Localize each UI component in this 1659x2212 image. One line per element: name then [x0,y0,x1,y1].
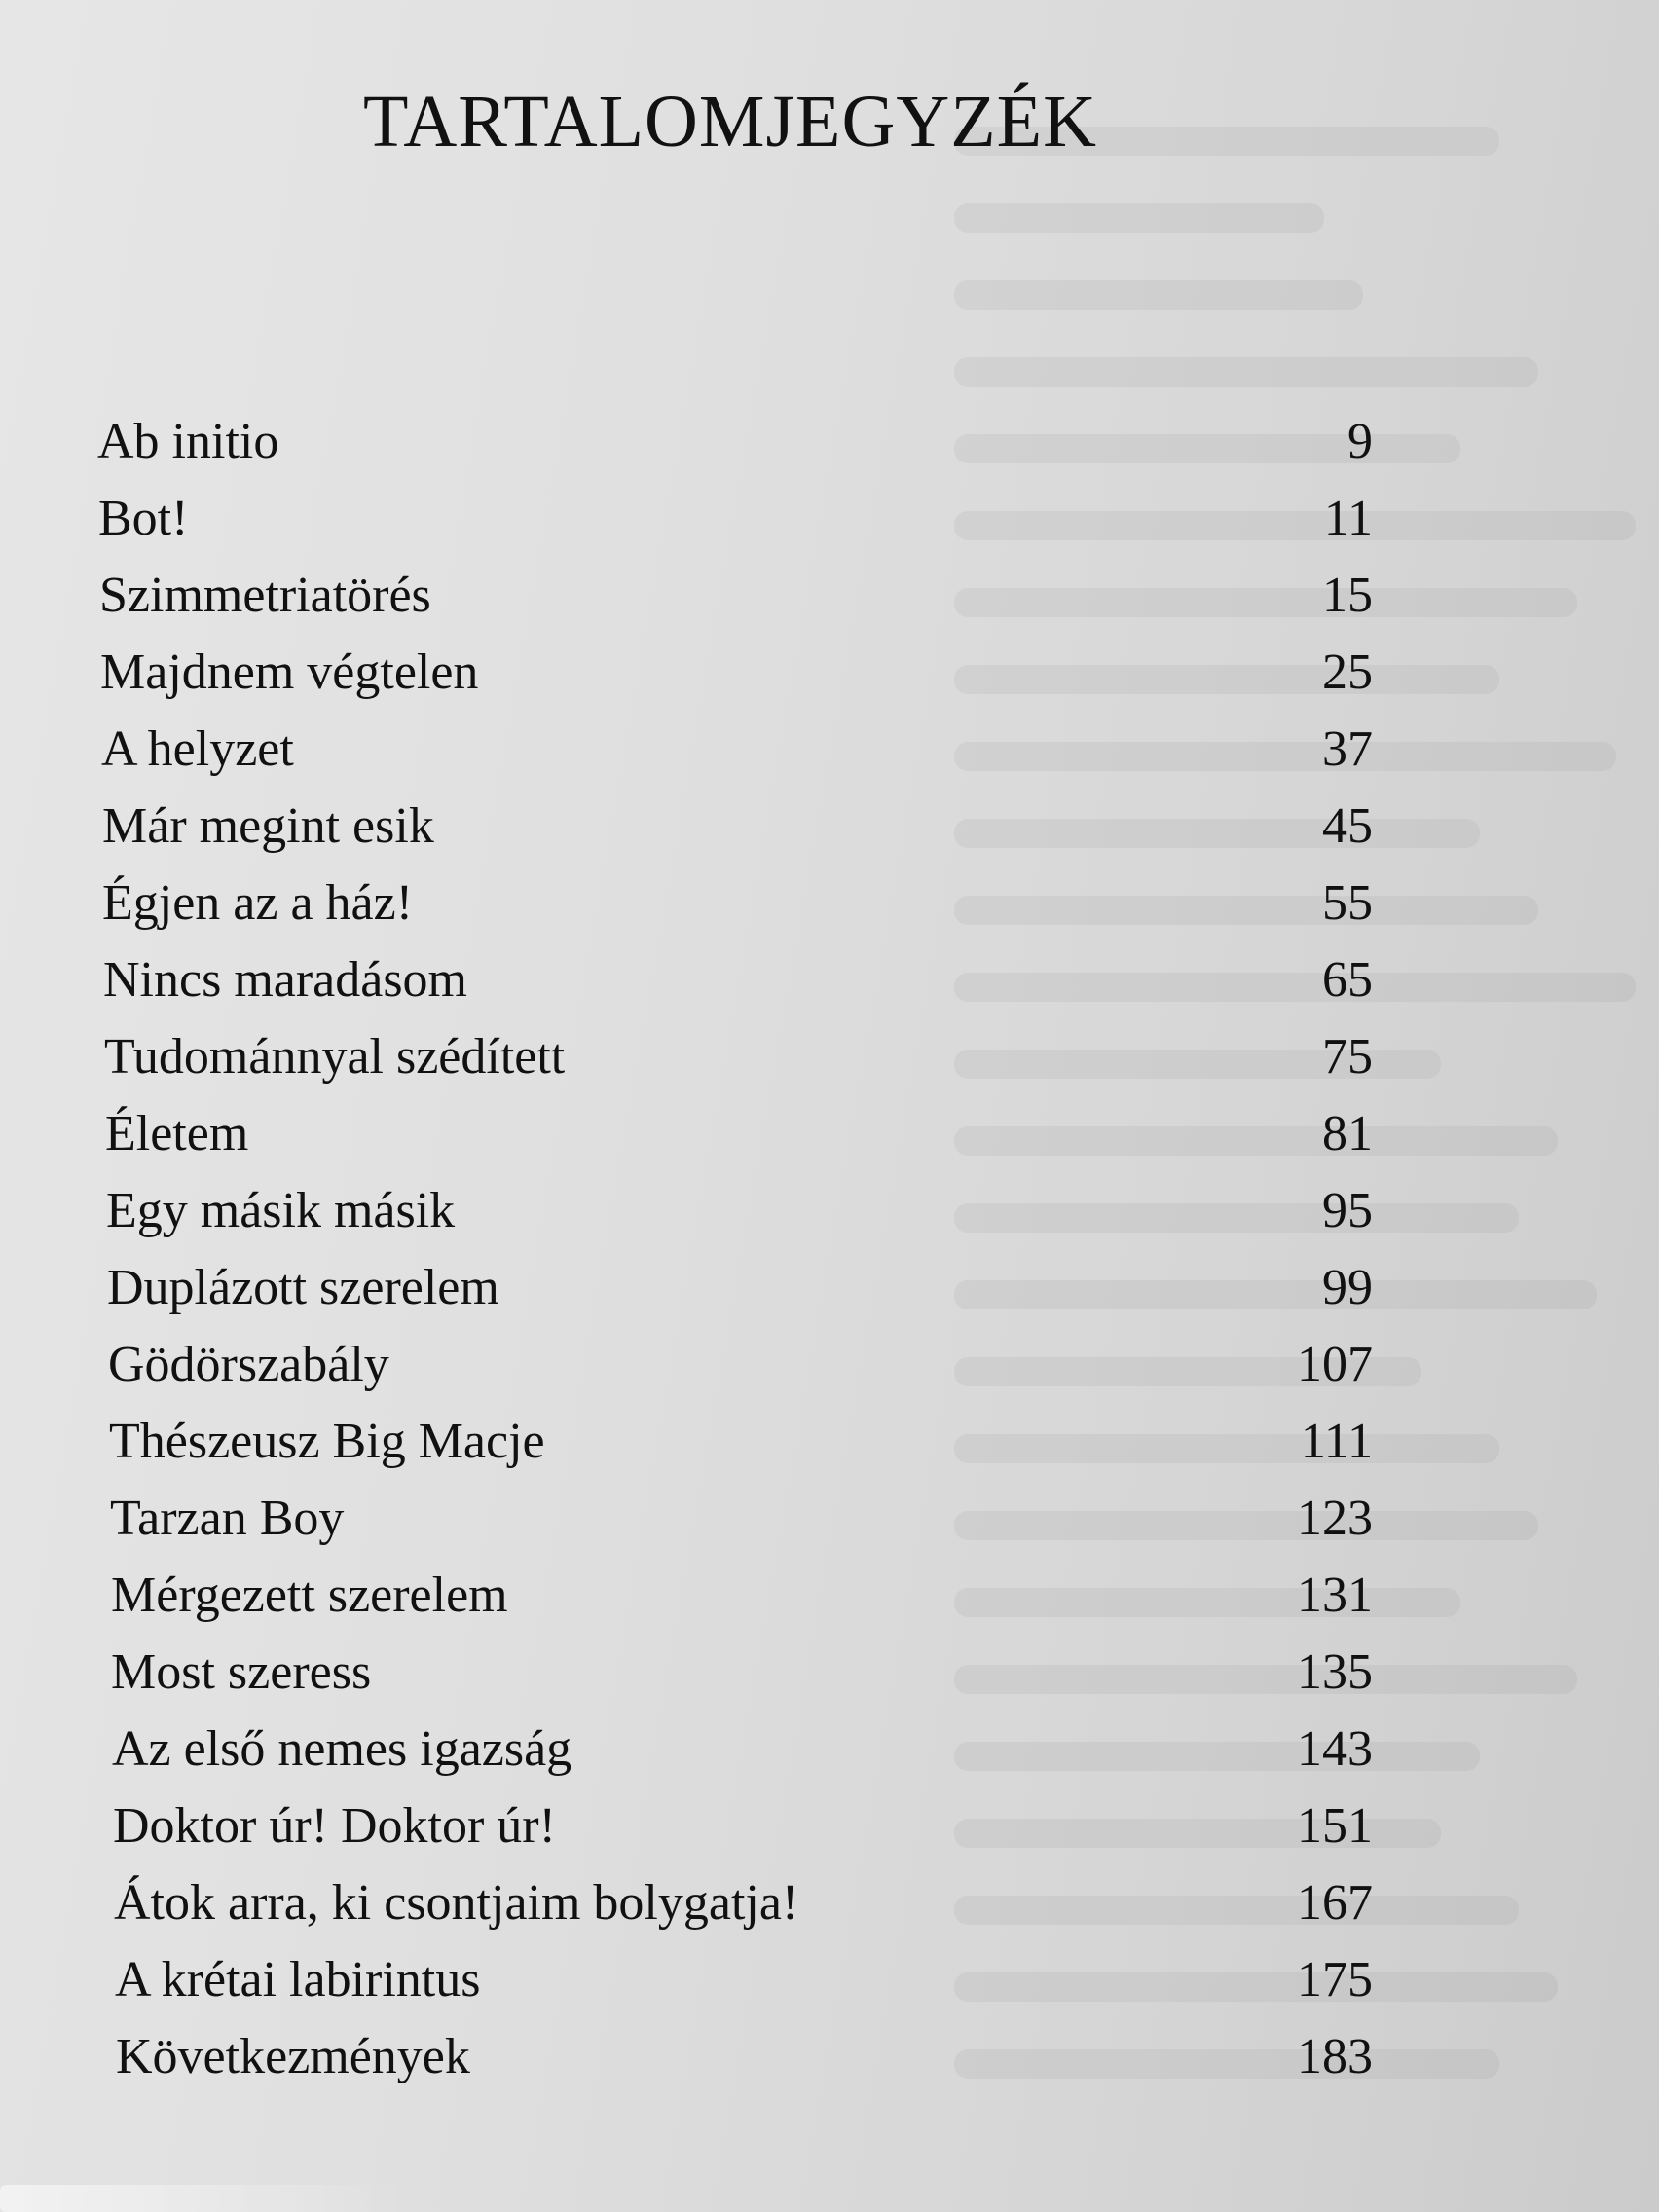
page-title: TARTALOMJEGYZÉK [363,81,1097,163]
toc-entry [100,638,1373,708]
toc-entry-title: Majdnem végtelen [100,645,479,700]
toc-entry-page-number: 99 [1322,1260,1373,1315]
toc-entry-title: Ab initio [97,414,279,469]
toc-entry [111,1638,1373,1708]
toc-entry [110,1484,1373,1554]
toc-entry-title: Nincs maradásom [103,952,468,1008]
toc-entry-page-number: 175 [1297,1952,1373,2008]
toc-entry-title: A helyzet [101,721,294,777]
toc-entry-page-number: 143 [1297,1721,1373,1777]
toc-entry-title: Életem [105,1106,249,1161]
watermark-strip [0,2185,409,2212]
toc-entry-title: Mérgezett szerelem [111,1567,508,1623]
toc-entry-page-number: 81 [1322,1106,1373,1161]
toc-entry-title: Átok arra, ki csontjaim bolygatja! [114,1875,799,1931]
toc-entry-title: A krétai labirintus [115,1952,481,2008]
toc-entry [102,868,1373,939]
toc-entry-title: Következmények [116,2029,470,2084]
toc-entry [107,1253,1373,1323]
toc-entry-title: Tarzan Boy [110,1491,345,1546]
toc-entry-title: Duplázott szerelem [107,1260,499,1315]
toc-entry-title: Már megint esik [102,798,434,854]
toc-entry-title: Szimmetriatörés [99,568,431,623]
toc-entry-page-number: 15 [1322,568,1373,623]
toc-entry-title: Thészeusz Big Macje [109,1414,545,1469]
toc-entry-title: Gödörszabály [108,1337,389,1392]
toc-entry-page-number: 95 [1322,1183,1373,1238]
toc-entry-page-number: 151 [1297,1798,1373,1854]
toc-entry-page-number: 111 [1300,1414,1373,1469]
toc-entry [116,2022,1373,2092]
toc-entry-page-number: 131 [1297,1567,1373,1623]
toc-entry-page-number: 167 [1297,1875,1373,1931]
toc-entry-title: Tudománnyal szédített [104,1029,566,1085]
toc-entry-page-number: 45 [1322,798,1373,854]
toc-entry [98,484,1373,554]
toc-entry-title: Égjen az a ház! [102,875,414,931]
toc-entry [113,1791,1373,1862]
toc-entry-page-number: 25 [1322,645,1373,700]
toc-entry [115,1945,1373,2015]
toc-entry [105,1099,1373,1169]
toc-entry-title: Az első nemes igazság [112,1721,572,1777]
toc-entry-title: Bot! [98,491,189,546]
toc-entry-page-number: 123 [1297,1491,1373,1546]
toc-entry-page-number: 55 [1322,875,1373,931]
toc-entry-page-number: 65 [1322,952,1373,1008]
toc-entry-page-number: 135 [1297,1644,1373,1700]
toc-entry-page-number: 11 [1323,491,1373,546]
toc-entry [102,792,1373,862]
toc-entry [109,1407,1373,1477]
toc-entry-page-number: 107 [1297,1337,1373,1392]
toc-entry [99,561,1373,631]
toc-entry-title: Most szeress [111,1644,372,1700]
toc-entry [103,945,1373,1015]
toc-entry [112,1714,1373,1785]
toc-entry [106,1176,1373,1246]
toc-entry [104,1022,1373,1092]
toc-entry-page-number: 75 [1322,1029,1373,1085]
toc-entry-title: Egy másik másik [106,1183,456,1238]
toc-entry-title: Doktor úr! Doktor úr! [113,1798,556,1854]
toc-entry [97,407,1373,477]
toc-entry [114,1868,1373,1938]
toc-entry-page-number: 9 [1347,414,1373,469]
toc-entry [111,1561,1373,1631]
toc-entry-page-number: 183 [1297,2029,1373,2084]
toc-entry-page-number: 37 [1322,721,1373,777]
toc-entry [108,1330,1373,1400]
toc-entry [101,715,1373,785]
